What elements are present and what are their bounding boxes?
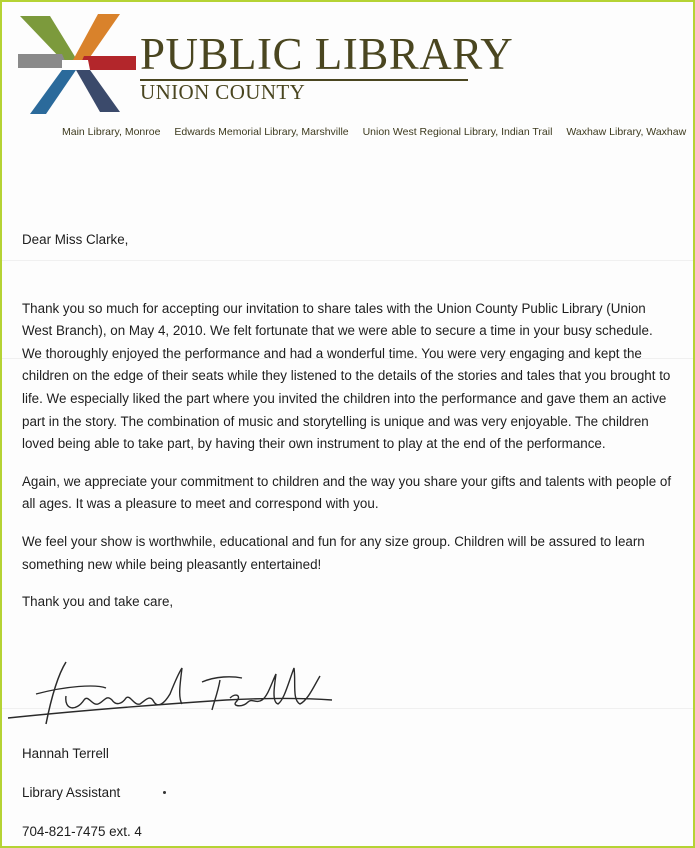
signer-phone: 704-821-7475 ext. 4 <box>22 824 142 839</box>
branch-item: Edwards Memorial Library, Marshville <box>174 126 349 138</box>
salutation: Dear Miss Clarke, <box>22 232 129 247</box>
signature-stroke <box>212 680 220 710</box>
letter-paragraph: We feel your show is worthwhile, educational and fun for any size group. Children will be assured to learn something new while being pleasantly entertained! <box>22 533 645 572</box>
handwritten-signature <box>6 654 336 732</box>
closing-line: Thank you and take care, <box>22 594 174 610</box>
library-name: PUBLIC LIBRARY <box>140 29 514 79</box>
branch-item: Main Library, Monroe <box>62 126 161 138</box>
signature-stroke <box>46 662 66 724</box>
logo-arm-blue <box>30 70 76 114</box>
letter-paragraph: Thank you so much for accepting our invitation to share tales with the Union County Public Library (Union West Branch), on May 4, 2010. We felt fortunate that we were able to secure a time in your busy schedule. We thoroughly enjoyed the performance and had a wonderful time. You were very engaging and kept the children on the edge of their seats while they listened to the details of the stories and tales that you brought to life. We especially liked the part where you invited the children into the performance and gave them an active part in the story. The combination of music and storytelling is unique and was very enjoyable. The children loved being able to take part, by having their own instrument to play at the end of the performance. <box>22 300 671 452</box>
logo-word: connect <box>63 60 89 71</box>
county-name: UNION COUNTY <box>140 80 306 104</box>
logo-arm-orange <box>73 14 120 60</box>
brand-block <box>140 30 513 103</box>
signature-stroke <box>230 668 320 706</box>
signature-stroke <box>8 699 332 719</box>
letter-paragraph: Again, we appreciate your commitment to children and the way you share your gifts and talents with people of all ages. It was a pleasure to meet and correspond with you. <box>22 473 672 512</box>
logo-arm-navy <box>76 70 120 112</box>
signer-name: Hannah Terrell <box>22 746 109 761</box>
logo-arm-gray <box>18 54 68 68</box>
library-logo-icon <box>16 10 138 116</box>
logo-arm-green <box>20 16 77 60</box>
signer-block <box>22 743 142 848</box>
signer-title: Library Assistant <box>22 785 121 800</box>
branch-item: Waxhaw Library, Waxhaw <box>566 126 687 138</box>
signature-stroke <box>36 686 106 694</box>
ink-dot <box>163 791 166 794</box>
branch-item: Union West Regional Library, Indian Trail <box>362 126 553 138</box>
branch-list <box>62 126 695 138</box>
signature-stroke <box>66 668 182 708</box>
letter-body <box>22 229 674 614</box>
signature-stroke <box>202 677 242 682</box>
